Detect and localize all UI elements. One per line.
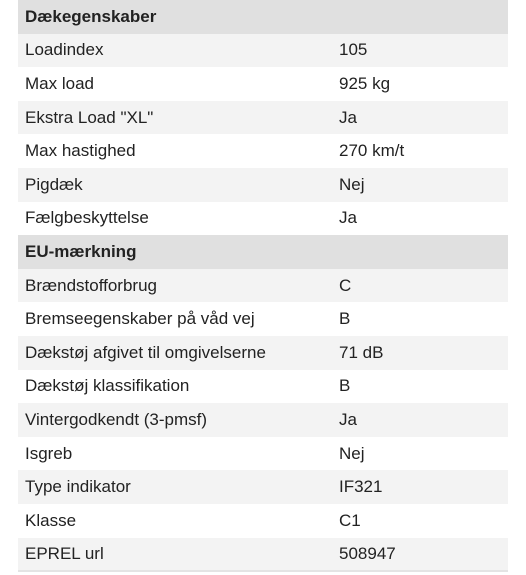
spec-value: B	[339, 376, 351, 396]
spec-row-max-speed	[18, 134, 508, 168]
spec-label: EPREL url	[25, 544, 104, 564]
spec-label: Brændstofforbrug	[25, 275, 157, 295]
spec-value: C	[339, 275, 352, 295]
spec-value: 71 dB	[339, 342, 384, 362]
spec-value: Ja	[339, 208, 357, 228]
section-header-tire-properties	[18, 0, 508, 34]
spec-value: 508947	[339, 544, 396, 564]
spec-label: Dækstøj klassifikation	[25, 376, 190, 396]
spec-value: Nej	[339, 443, 365, 463]
spec-row-eprel-url	[18, 538, 508, 572]
spec-value: IF321	[339, 477, 383, 497]
spec-value: 105	[339, 40, 368, 60]
spec-label: Isgreb	[25, 443, 73, 463]
spec-value: 270 km/t	[339, 141, 405, 161]
spec-label: Type indikator	[25, 477, 131, 497]
spec-label: Pigdæk	[25, 174, 83, 194]
spec-value: Ja	[339, 107, 357, 127]
spec-row-winter-approved	[18, 403, 508, 437]
spec-label: Max hastighed	[25, 141, 136, 161]
spec-row-noise-db	[18, 336, 508, 370]
spec-value: C1	[339, 510, 361, 530]
spec-label: Bremseegenskaber på våd vej	[25, 309, 255, 329]
spec-row-ice-grip	[18, 437, 508, 471]
spec-row-wet-grip	[18, 302, 508, 336]
spec-label: Fælgbeskyttelse	[25, 208, 149, 228]
spec-label: Ekstra Load "XL"	[25, 107, 154, 127]
spec-row-noise-class	[18, 370, 508, 404]
spec-label: Vintergodkendt (3-pmsf)	[25, 409, 208, 429]
section-title: Dækegenskaber	[25, 6, 157, 26]
section-title: EU-mærkning	[25, 241, 137, 261]
spec-label: Klasse	[25, 510, 77, 530]
spec-row-studded	[18, 168, 508, 202]
spec-row-extra-load	[18, 101, 508, 135]
spec-row-rim-protection	[18, 202, 508, 236]
spec-row-fuel-efficiency	[18, 269, 508, 303]
spec-label: Max load	[25, 73, 94, 93]
spec-row-type-indicator	[18, 470, 508, 504]
section-header-eu-label	[18, 235, 508, 269]
spec-value: Ja	[339, 409, 357, 429]
spec-row-max-load	[18, 67, 508, 101]
tire-spec-table	[18, 0, 508, 571]
table-bottom-border	[18, 570, 508, 572]
spec-value: 925 kg	[339, 73, 391, 93]
spec-label: Loadindex	[25, 40, 104, 60]
spec-label: Dækstøj afgivet til omgivelserne	[25, 342, 266, 362]
spec-value: Nej	[339, 174, 365, 194]
spec-row-loadindex	[18, 34, 508, 68]
spec-row-class	[18, 504, 508, 538]
spec-value: B	[339, 309, 351, 329]
